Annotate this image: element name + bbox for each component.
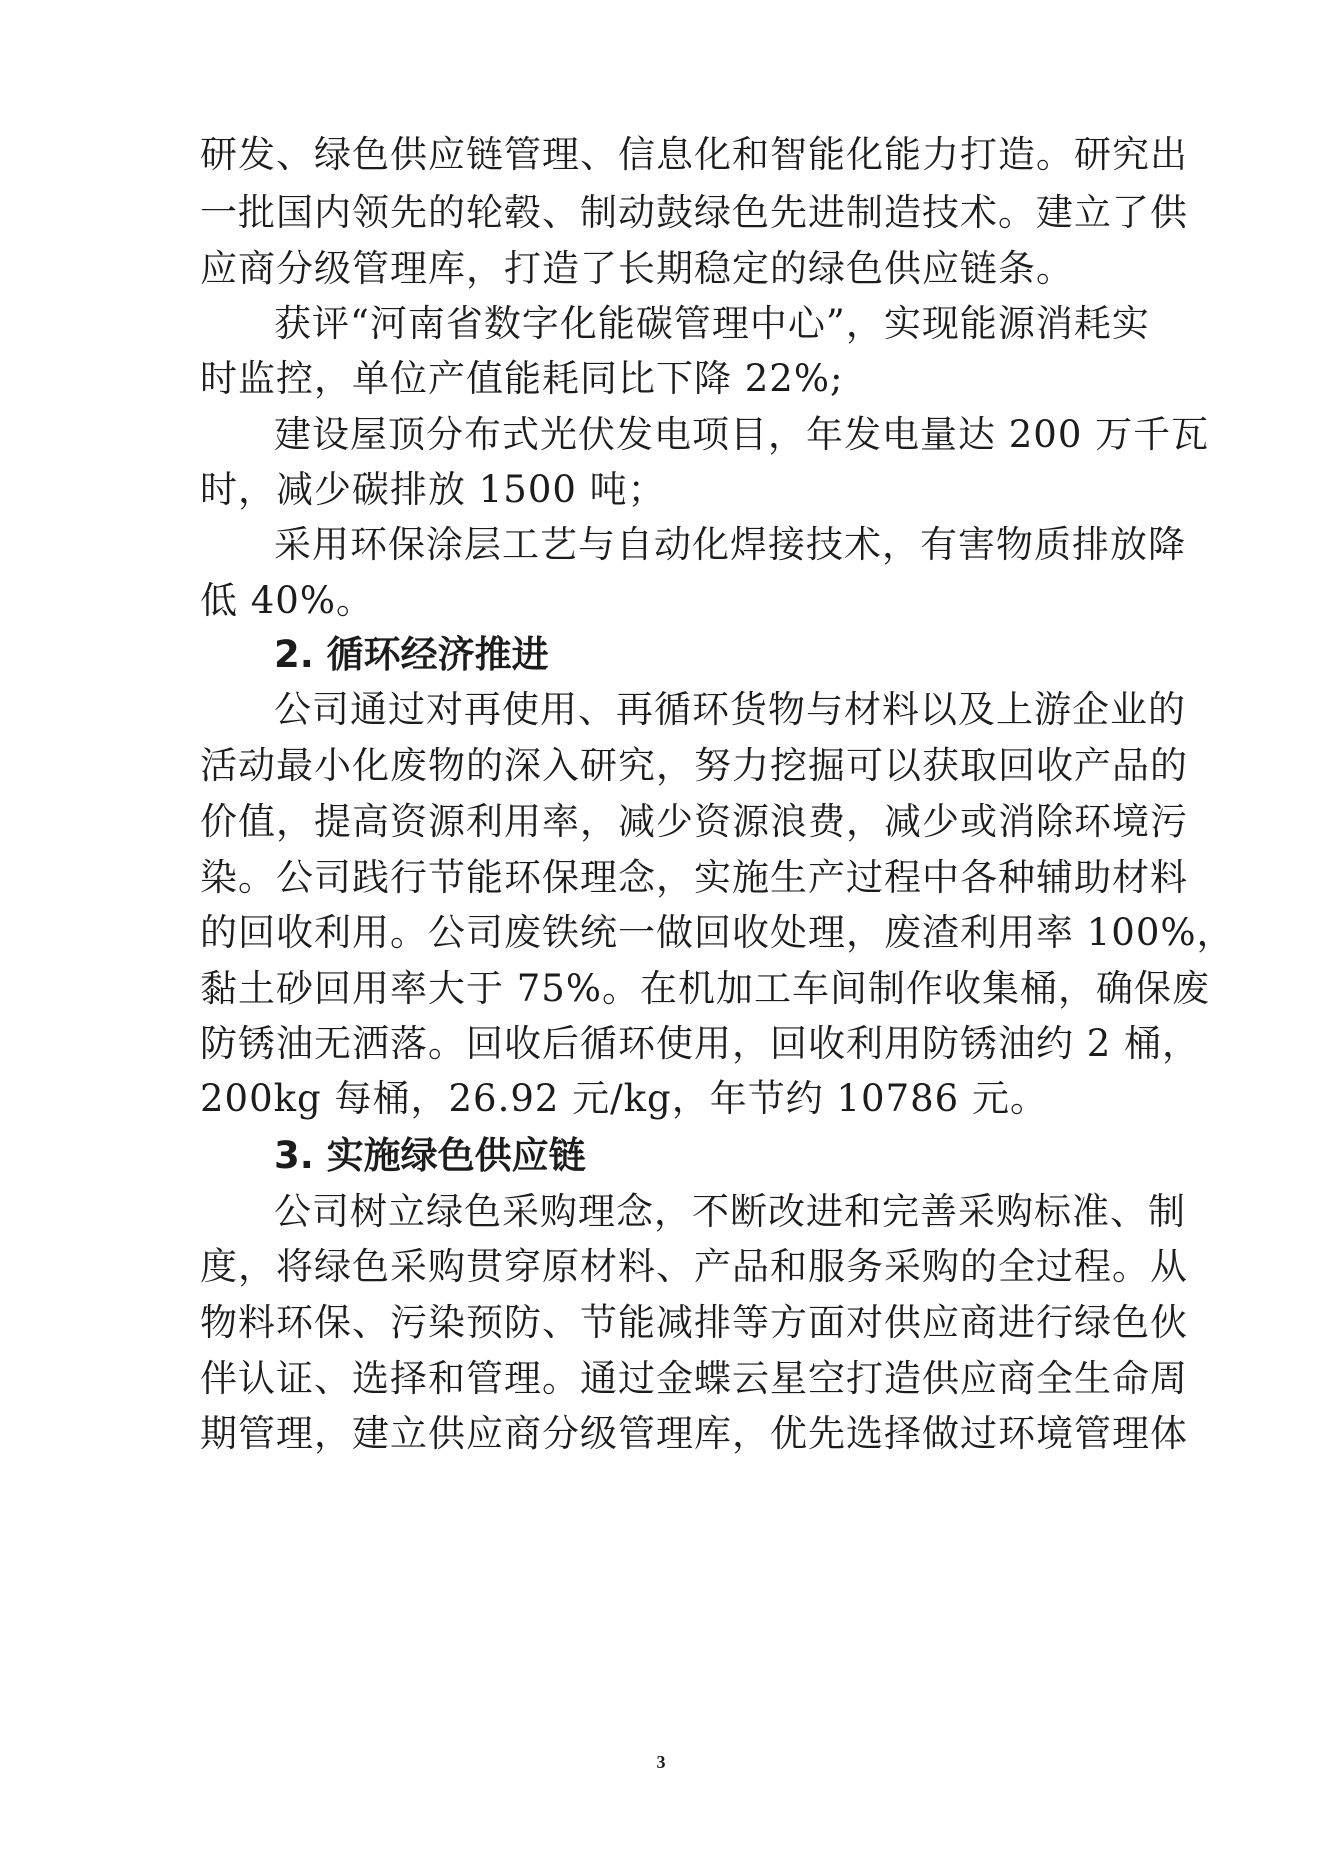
section-2-line-3: 价值，提高资源利用率，减少资源浪费，减少或消除环境污 (200, 800, 1188, 843)
section-2-line-2: 活动最小化废物的深入研究，努力挖掘可以获取回收产品的 (200, 744, 1188, 787)
section-3-heading: 3. 实施绿色供应链 (274, 1134, 586, 1177)
intro-line-3: 应商分级管理库，打造了长期稳定的绿色供应链条。 (200, 247, 1074, 290)
intro-line-1: 研发、绿色供应链管理、信息化和智能化能力打造。研究出 (200, 133, 1188, 176)
section-2-line-7: 防锈油无洒落。回收后循环使用，回收利用防锈油约 2 桶， (200, 1022, 1201, 1065)
section-2-line-5: 的回收利用。公司废铁统一做回收处理，废渣利用率 100%， (200, 911, 1235, 954)
coating-line-2: 低 40%。 (200, 579, 374, 622)
section-3-line-5: 期管理，建立供应商分级管理库，优先选择做过环境管理体 (200, 1412, 1188, 1455)
section-2-line-8: 200kg 每桶，26.92 元/kg，年节约 10786 元。 (200, 1077, 1048, 1120)
section-3-line-2: 度，将绿色采购贯穿原材料、产品和服务采购的全过程。从 (200, 1245, 1188, 1288)
section-3-line-3: 物料环保、污染预防、节能减排等方面对供应商进行绿色伙 (200, 1301, 1188, 1344)
energy-center-line-1: 获评“河南省数字化能碳管理中心”，实现能源消耗实 (274, 302, 1150, 345)
coating-line-1: 采用环保涂层工艺与自动化焊接技术，有害物质排放降 (274, 523, 1186, 566)
section-2-line-6: 黏土砂回用率大于 75%。在机加工车间制作收集桶，确保废 (200, 967, 1210, 1010)
section-3-line-1: 公司树立绿色采购理念，不断改进和完善采购标准、制 (274, 1190, 1186, 1233)
section-2-line-4: 染。公司践行节能环保理念，实施生产过程中各种辅助材料 (200, 856, 1188, 899)
section-2-line-1: 公司通过对再使用、再循环货物与材料以及上游企业的 (274, 688, 1186, 731)
section-3-line-4: 伴认证、选择和管理。通过金蝶云星空打造供应商全生命周 (200, 1357, 1188, 1400)
page-number: 3 (656, 1752, 666, 1772)
solar-line-1: 建设屋顶分布式光伏发电项目，年发电量达 200 万千瓦 (274, 413, 1210, 456)
section-2-heading: 2. 循环经济推进 (274, 633, 549, 676)
energy-center-line-2: 时监控，单位产值能耗同比下降 22%; (200, 357, 844, 400)
solar-line-2: 时，减少碳排放 1500 吨； (200, 468, 666, 511)
intro-line-2: 一批国内领先的轮毂、制动鼓绿色先进制造技术。建立了供 (200, 191, 1188, 234)
